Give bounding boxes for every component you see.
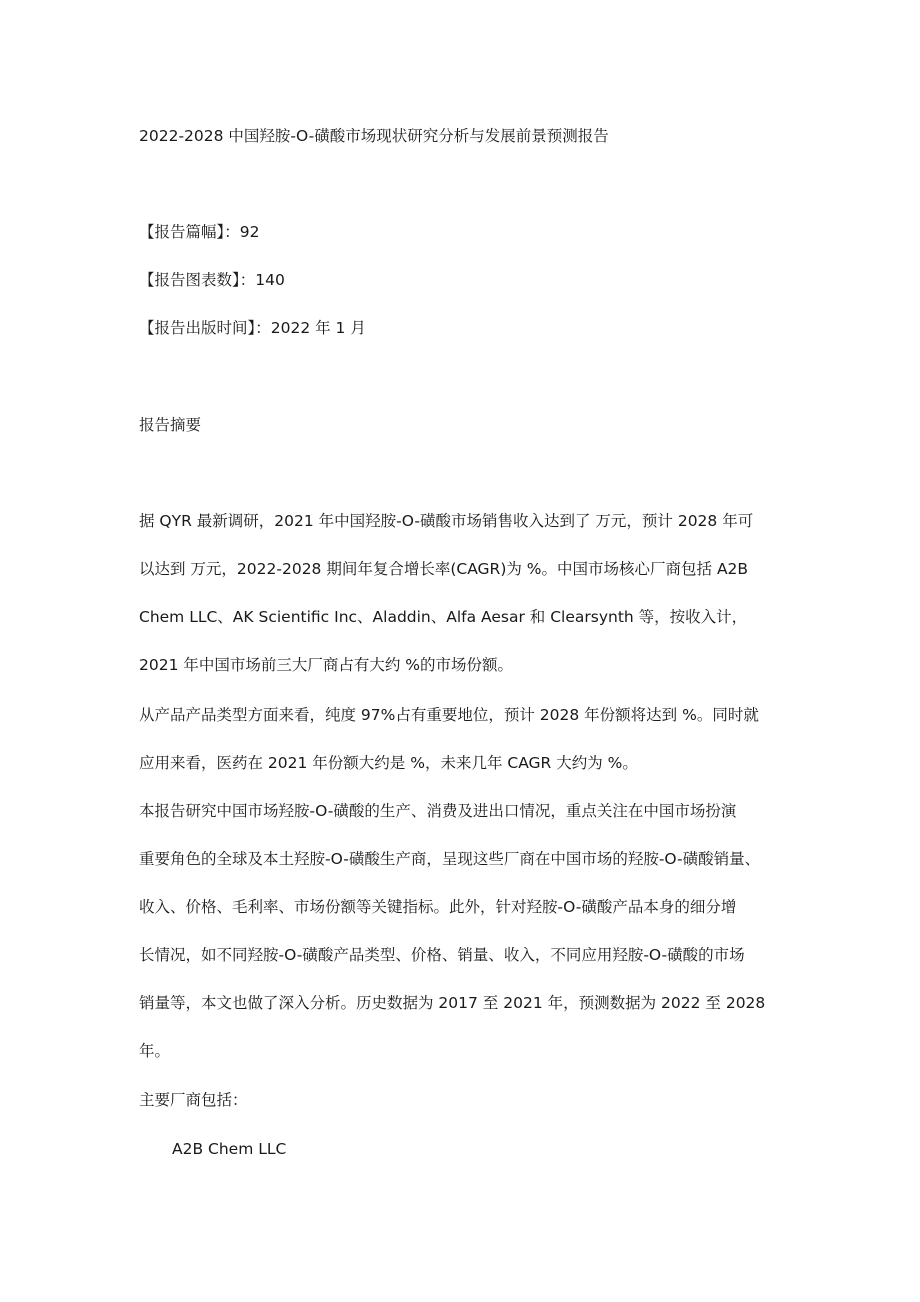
summary-line: 重要角色的全球及本土羟胺-O-磺酸生产商，呈现这些厂商在中国市场的羟胺-O-磺酸销量、 [139, 850, 761, 868]
summary-heading: 报告摘要 [139, 416, 202, 434]
summary-line: 销量等，本文也做了深入分析。历史数据为 2017 至 2021 年，预测数据为 2022 至 2028 [139, 994, 766, 1012]
report-publish-date: 【报告出版时间】：2022 年 1 月 [139, 319, 366, 337]
summary-line: 从产品产品类型方面来看，纯度 97%占有重要地位，预计 2028 年份额将达到 %。同时就 [139, 706, 759, 724]
report-title: 2022-2028 中国羟胺-O-磺酸市场现状研究分析与发展前景预测报告 [139, 127, 609, 145]
summary-line: 收入、价格、毛利率、市场份额等关键指标。此外，针对羟胺-O-磺酸产品本身的细分增 [139, 898, 737, 916]
summary-line: 应用来看，医药在 2021 年份额大约是 %，未来几年 CAGR 大约为 %。 [139, 754, 638, 772]
summary-line: 长情况，如不同羟胺-O-磺酸产品类型、价格、销量、收入，不同应用羟胺-O-磺酸的市场 [139, 946, 745, 964]
report-pages: 【报告篇幅】：92 [139, 223, 260, 241]
vendor-item: A2B Chem LLC [172, 1140, 287, 1158]
summary-line: 以达到 万元，2022-2028 期间年复合增长率(CAGR)为 %。中国市场核心厂商包括 A2B [139, 560, 749, 578]
summary-line: 本报告研究中国市场羟胺-O-磺酸的生产、消费及进出口情况，重点关注在中国市场扮演 [139, 802, 737, 820]
report-chart-count: 【报告图表数】：140 [139, 271, 285, 289]
summary-line: 2021 年中国市场前三大厂商占有大约 %的市场份额。 [139, 656, 514, 674]
summary-line: Chem LLC、AK Scientific Inc、Aladdin、Alfa Aesar 和 Clearsynth 等，按收入计， [139, 608, 748, 626]
summary-line: 据 QYR 最新调研，2021 年中国羟胺-O-磺酸市场销售收入达到了 万元，预计 2028 年可 [139, 512, 754, 530]
vendors-heading: 主要厂商包括： [139, 1091, 248, 1109]
summary-line: 年。 [139, 1042, 171, 1060]
